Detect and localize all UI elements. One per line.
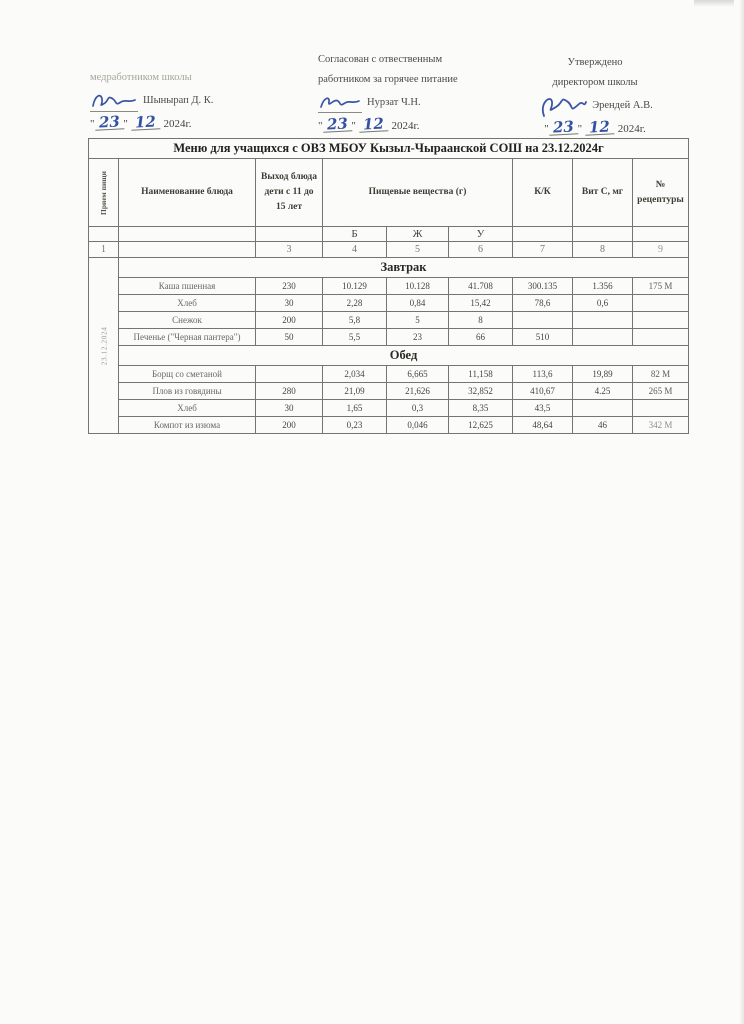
- subheader-protein: Б: [323, 227, 387, 242]
- section-lunch: Обед: [119, 346, 689, 366]
- table-row: Борщ со сметаной 2,034 6,665 11,158 113,6 19,89 82 М: [89, 366, 689, 383]
- handwritten-month: 12: [130, 114, 160, 130]
- dish-name: Плов из говядины: [119, 383, 256, 400]
- dish-name: Печенье ("Черная пантера"): [119, 329, 256, 346]
- header-meal: Прием пищи: [89, 159, 119, 227]
- approver-name: Эрендей А.В.: [592, 100, 653, 111]
- handwritten-day: 23: [548, 119, 578, 135]
- handwritten-day: 23: [94, 114, 124, 130]
- menu-table: [88, 138, 689, 434]
- approval-line1: Утверждено: [567, 57, 623, 68]
- approval-date: " 23 " 12 2024г.: [318, 114, 420, 134]
- dish-name: Компот из изюма: [119, 417, 256, 434]
- section-breakfast: Завтрак: [119, 258, 689, 278]
- approval-date: " 23 " 12 2024г.: [544, 117, 646, 137]
- header-portion: Выход блюда дети с 11 до 15 лет: [256, 159, 323, 227]
- year-text: 2024г.: [163, 118, 192, 130]
- header-recipe: № рецептуры: [633, 159, 689, 227]
- approval-role-text: медработником школы: [90, 72, 192, 83]
- column-number-row: 1 3 4 5 6 7 8 9: [89, 242, 689, 258]
- dish-name: Хлеб: [119, 295, 256, 312]
- dish-name: Борщ со сметаной: [119, 366, 256, 383]
- dish-name: Каша пшенная: [119, 278, 256, 295]
- table-row: Компот из изюма 200 0,23 0,046 12,625 48,64 46 342 М: [89, 417, 689, 434]
- year-text: 2024г.: [391, 120, 420, 132]
- menu-title: Меню для учащихся с ОВЗ МБОУ Кызыл-Чыраанской СОШ на 23.12.2024г: [89, 139, 689, 159]
- approval-block-meals-officer: [318, 50, 533, 136]
- approval-line2: работником за горячее питание: [318, 74, 458, 85]
- table-row: Печенье ("Черная пантера") 50 5,5 23 66 510: [89, 329, 689, 346]
- year-text: 2024г.: [617, 123, 646, 135]
- header-vitc: Вит С, мг: [573, 159, 633, 227]
- approver-name: Нурзат Ч.Н.: [367, 97, 421, 108]
- approval-line1: Согласован с отвественным: [318, 54, 443, 65]
- dish-name: Снежок: [119, 312, 256, 329]
- header-nutrients: Пищевые вещества (г): [323, 159, 513, 227]
- table-row: Снежок 200 5,8 5 8: [89, 312, 689, 329]
- date-vertical-cell: 23.12.2024: [89, 258, 119, 434]
- header-dish: Наименование блюда: [119, 159, 256, 227]
- approver-name: Шынырап Д. К.: [143, 95, 214, 106]
- approval-block-medworker: [90, 68, 315, 134]
- approval-date: " 23 " 12 2024г.: [90, 112, 192, 132]
- handwritten-day: 23: [322, 116, 352, 132]
- handwritten-month: 12: [584, 119, 614, 135]
- table-row: Хлеб 30 2,28 0,84 15,42 78,6 0,6: [89, 295, 689, 312]
- subheader-carbs: У: [449, 227, 513, 242]
- handwritten-month: 12: [358, 116, 388, 132]
- dish-name: Хлеб: [119, 400, 256, 417]
- table-row: Плов из говядины 280 21,09 21,626 32,852 410,67 4.25 265 М: [89, 383, 689, 400]
- scan-corner-shadow: [694, 0, 734, 7]
- signature-director: [537, 93, 587, 119]
- approval-block-director: [520, 53, 670, 139]
- subheader-fat: Ж: [387, 227, 449, 242]
- signature-medworker: [90, 91, 138, 112]
- scan-edge-shadow: [739, 0, 744, 1024]
- table-row: Каша пшенная 230 10.129 10.128 41.708 300.135 1.356 175 М: [89, 278, 689, 295]
- table-row: Хлеб 30 1,65 0,3 8,35 43,5: [89, 400, 689, 417]
- signature-meals-officer: [318, 94, 362, 113]
- header-kcal: К/К: [513, 159, 573, 227]
- approval-line2: директором школы: [552, 77, 638, 88]
